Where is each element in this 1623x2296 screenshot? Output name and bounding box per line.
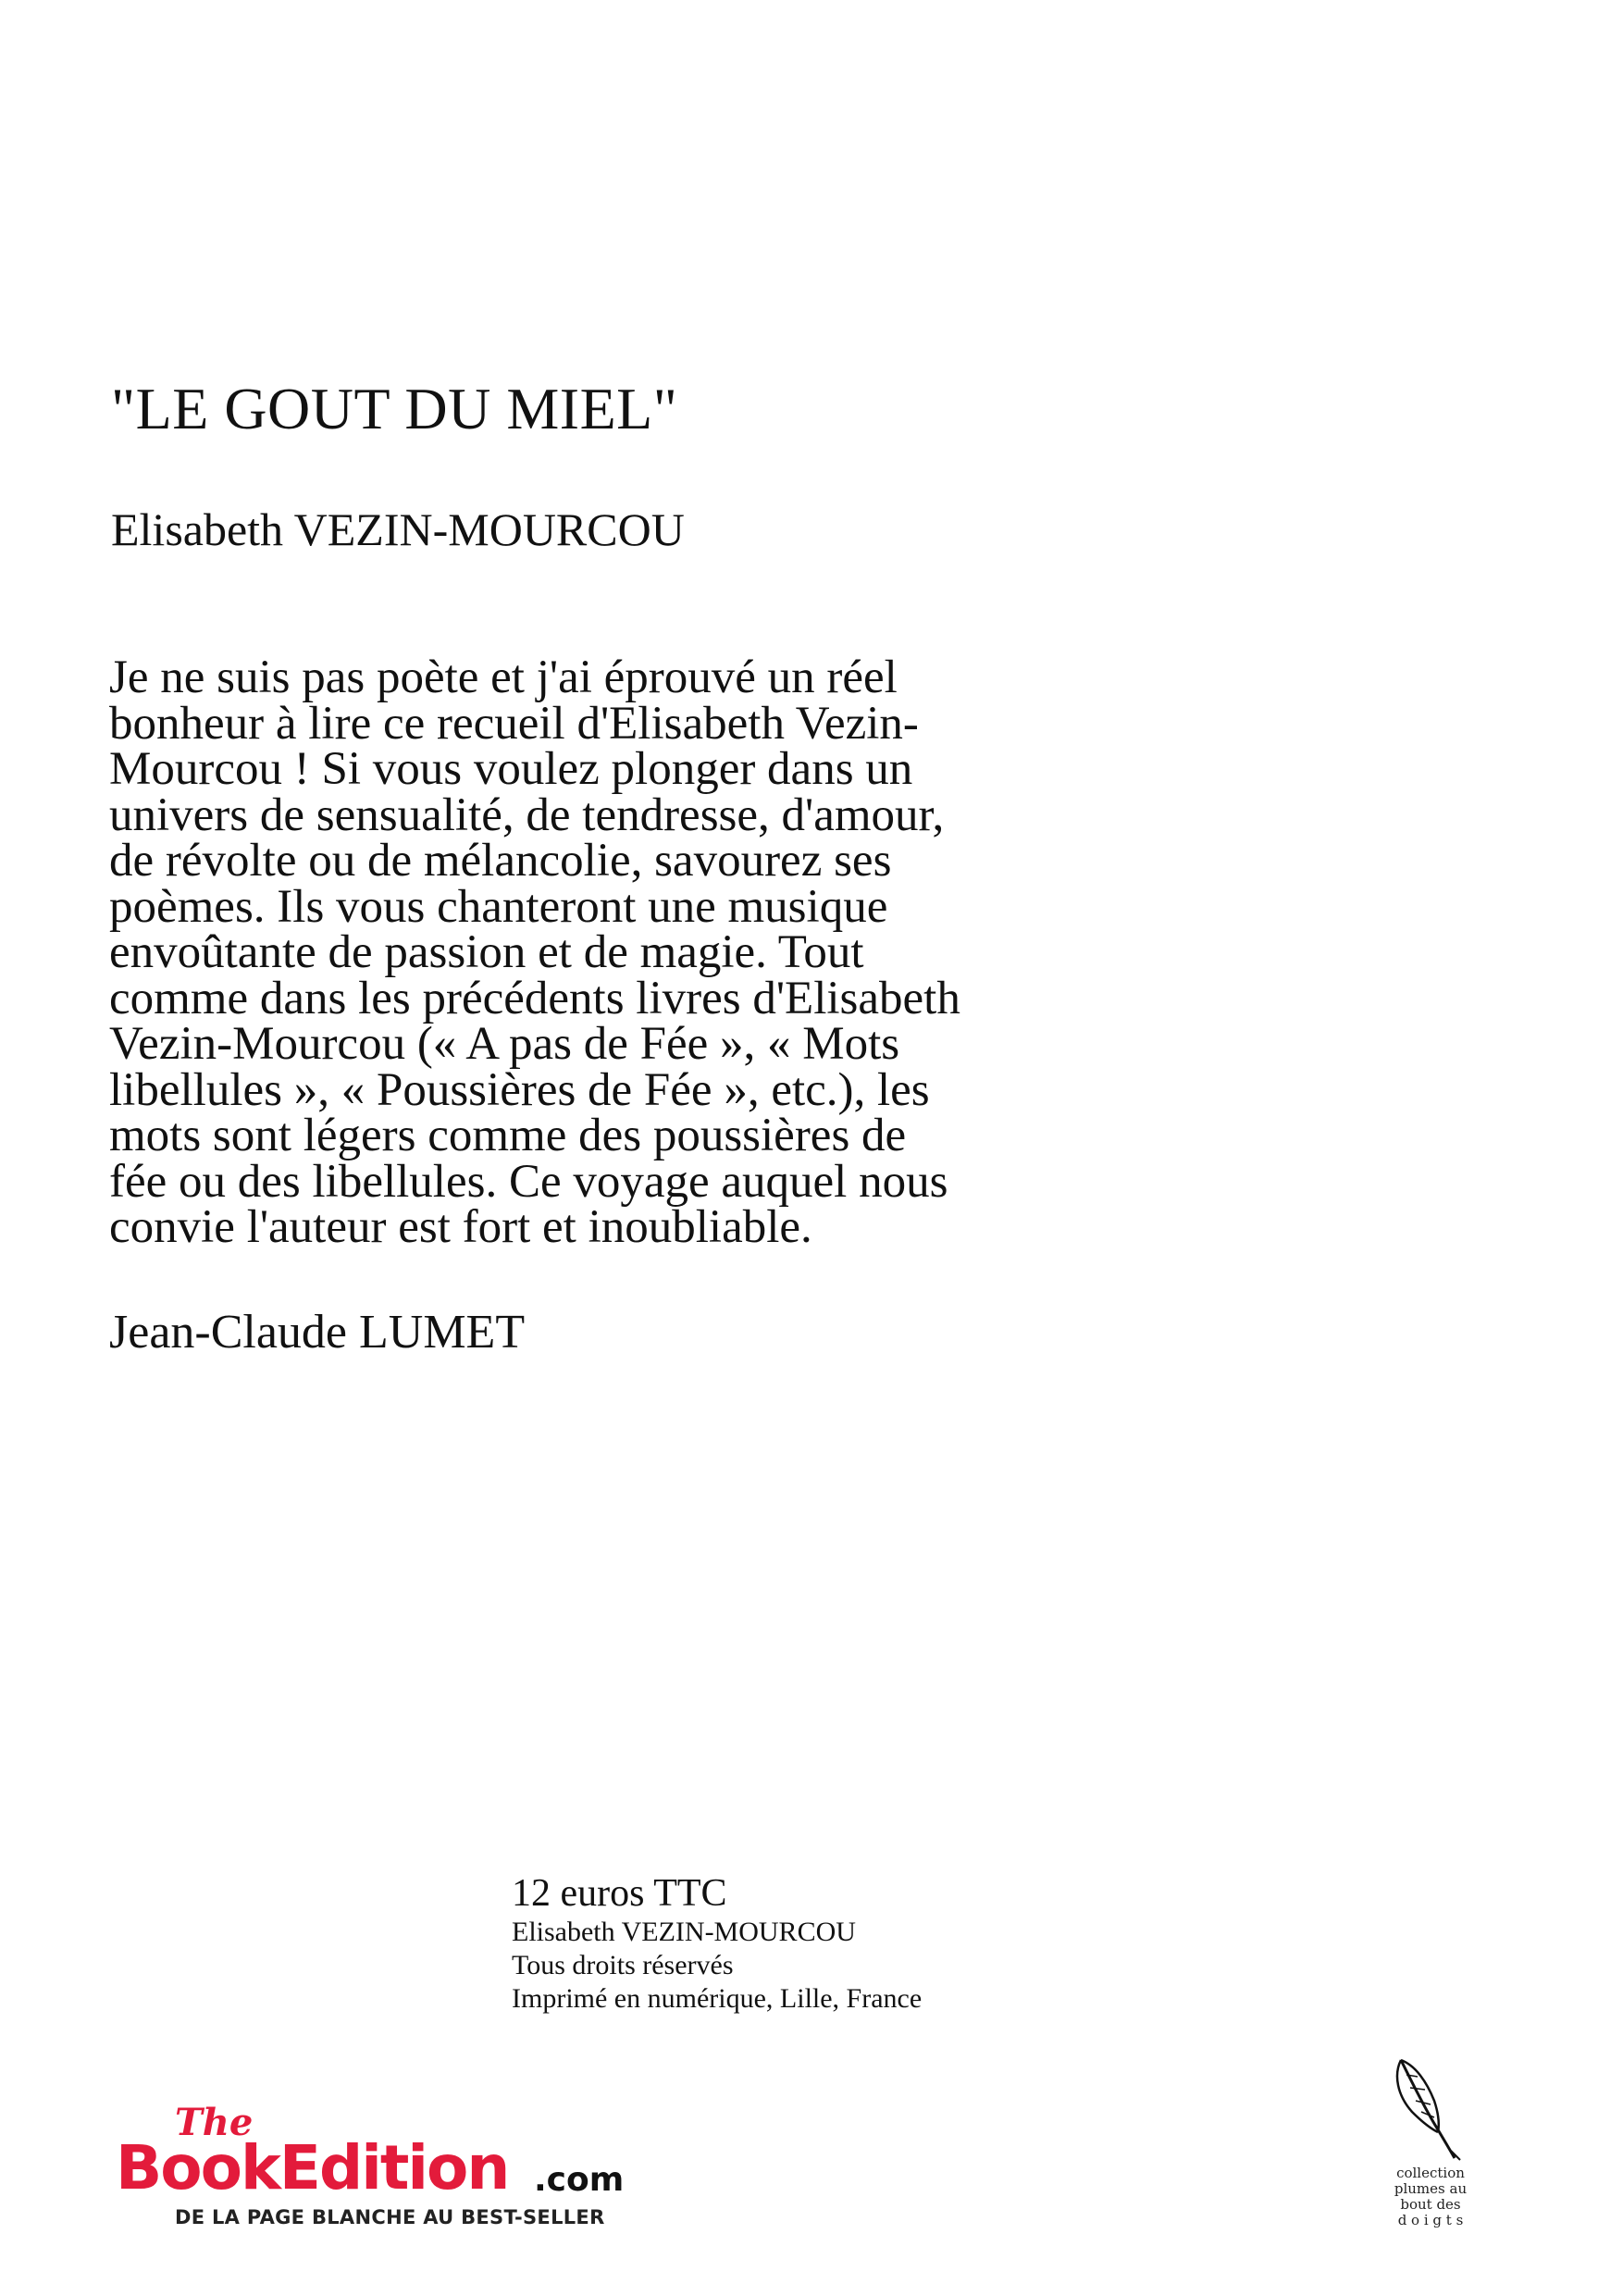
- back-cover-blurb: [109, 652, 960, 1253]
- collection-line: d o i g t s: [1397, 2212, 1464, 2228]
- collection-label: [1375, 2166, 1486, 2228]
- book-title: "LE GOUT DU MIEL": [111, 376, 678, 441]
- blurb-line: univers de sensualité, de tendresse, d'amour,: [109, 788, 945, 841]
- blurb-line: libellules », « Poussières de Fée », etc.), les: [109, 1063, 930, 1116]
- blurb-line: comme dans les précédents livres d'Elisabeth: [109, 972, 960, 1024]
- publisher-tagline: DE LA PAGE BLANCHE AU BEST-SELLER: [175, 2206, 605, 2228]
- publisher-logo-domain: .com: [534, 2161, 625, 2199]
- blurb-line: convie l'auteur est fort et inoubliable.: [109, 1201, 812, 1253]
- blurb-line: de révolte ou de mélancolie, savourez ses: [109, 835, 892, 887]
- imprint-block: [512, 1871, 922, 2016]
- blurb-signature: Jean-Claude LUMET: [109, 1306, 526, 1359]
- imprint-printed: Imprimé en numérique, Lille, France: [512, 1983, 923, 2014]
- publisher-logo-name: BookEdition: [116, 2132, 509, 2203]
- blurb-line: poèmes. Ils vous chanteront une musique: [109, 880, 888, 933]
- imprint-rights: Tous droits réservés: [512, 1950, 734, 1980]
- blurb-line: mots sont légers comme des poussières de: [109, 1110, 907, 1161]
- imprint-author: Elisabeth VEZIN-MOURCOU: [512, 1917, 856, 1947]
- blurb-line: Je ne suis pas poète et j'ai éprouvé un réel: [109, 652, 898, 703]
- collection-line: collection: [1396, 2165, 1465, 2181]
- publisher-logo-the: The: [175, 2101, 254, 2144]
- publisher-logo: [116, 2101, 652, 2240]
- collection-line: bout des: [1400, 2196, 1461, 2213]
- blurb-line: Mourcou ! Si vous voulez plonger dans un: [109, 743, 913, 795]
- blurb-line: envoûtante de passion et de magie. Tout: [109, 926, 864, 978]
- blurb-line: bonheur à lire ce recueil d'Elisabeth Vezin-: [109, 697, 919, 750]
- price: 12 euros TTC: [512, 1872, 727, 1915]
- blurb-line: fée ou des libellules. Ce voyage auquel nous: [109, 1155, 948, 1208]
- blurb-line: Vezin-Mourcou (« A pas de Fée », « Mots: [109, 1018, 900, 1070]
- collection-line: plumes au: [1394, 2180, 1468, 2197]
- book-author: Elisabeth VEZIN-MOURCOU: [111, 503, 685, 555]
- feather-icon: [1384, 2054, 1477, 2164]
- collection-mark: [1375, 2054, 1486, 2240]
